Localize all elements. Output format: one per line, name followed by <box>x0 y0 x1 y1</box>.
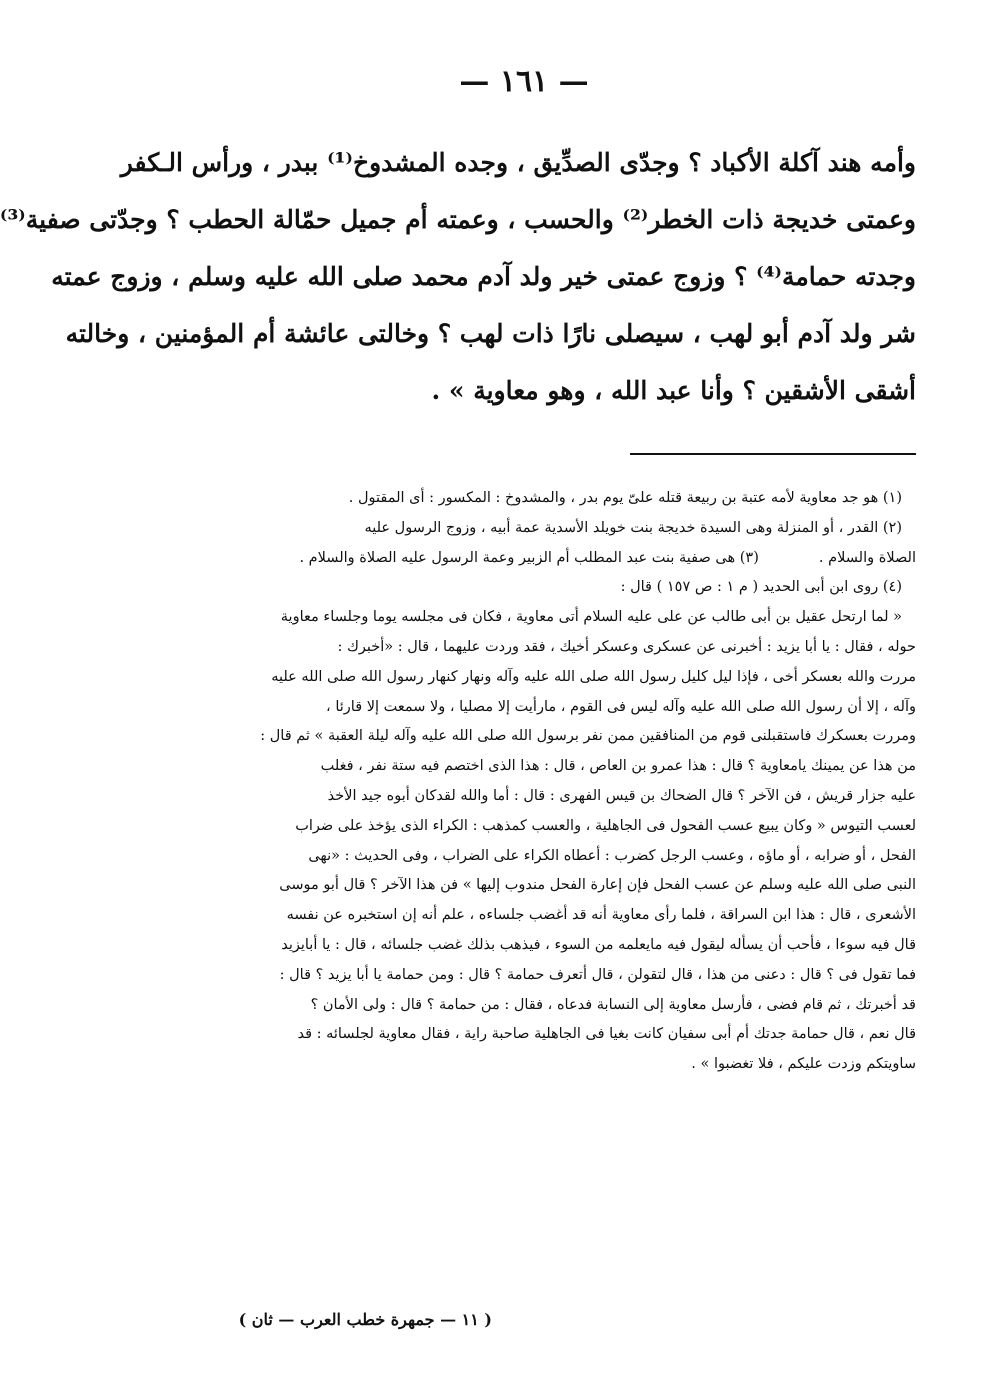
footnotes <box>130 484 916 1080</box>
main-text-line: شر ولد آدم أبو لهب ، سيصلى نارًا ذات لهب ؟ وخالتى عائشة أم المؤمنين ، وخالته <box>65 319 916 348</box>
footnote-4-text-line: ساويتكم وزدت عليكم ، فلا تغضبوا » . <box>691 1056 916 1073</box>
footnote-4-text-line: من هذا عن يمينك يامعاوية ؟ قال : هذا عمرو بن العاص ، قال : هذا الذى اختصم فيه ستة نفر ، فغلب <box>320 758 916 775</box>
main-text-line: وجدته حمامة⁽⁴⁾ ؟ وزوج عمتى خير ولد آدم محمد صلى الله عليه وسلم ، وزوج عمته <box>51 262 916 291</box>
footnote-2-3-line <box>130 544 916 574</box>
footnote-2-end: الصلاة والسلام . <box>818 549 916 566</box>
main-text-line: وعمتى خديجة ذات الخطر⁽²⁾ والحسب ، وعمته أم جميل حمّالة الحطب ؟ وجدّتى صفية⁽³⁾ <box>0 205 916 234</box>
footnote-4-text-line: قال نعم ، قال حمامة جدتك أم أبى سفيان كانت بغيا فى الجاهلية صاحبة راية ، فقال معاوية لجلسائه : قد <box>297 1026 916 1043</box>
footnote-4: (٤) روى ابن أبى الحديد ( م ١ : ص ١٥٧ ) قال : <box>620 579 902 596</box>
footnote-4-text-line: حوله ، فقال : يا أبا يزيد : أخبرنى عن عسكرى وعسكر أخيك ، فقد وردت عليهما ، قال : «أخبرك : <box>337 638 916 655</box>
footnote-4-text-line: الأشعرى ، قال : هذا ابن السراقة ، فلما رأى معاوية أنه قد أغضب جلساءه ، علم أنه إن استخبره عن نفسه <box>286 907 916 924</box>
footnote-4-text-line: النبى صلى الله عليه وسلم عن عسب الفحل فإن إعارة الفحل مندوب إليها » فن هذا الآخر ؟ قال أبو موسى <box>279 877 916 894</box>
footnote-separator <box>630 453 916 455</box>
footnote-4-text-line: « لما ارتحل عقيل بن أبى طالب عن على عليه السلام أتى معاوية ، فكان فى مجلسه يوما وجلساء معاوية <box>280 609 902 626</box>
footnote-4-text-line: مررت والله بعسكر أخى ، فإذا ليل كليل رسول الله صلى الله عليه وآله ونهار كنهار رسول الله صلى الله عليه <box>271 668 916 685</box>
footnote-3: (٣) هى صفية بنت عبد المطلب أم الزبير وعمة الرسول عليه الصلاة والسلام . <box>299 549 759 566</box>
footnote-4-text-line: وآله ، إلا أن رسول الله صلى الله عليه وآله ليس فى القوم ، مارأيت إلا مصليا ، ولا سمعت إلا قارئا ، <box>326 698 916 715</box>
footnote-4-text-line: قد أخبرتك ، ثم قام فضى ، فأرسل معاوية إلى النسابة فدعاه ، فقال : من حمامة ؟ قال : ولى الأمان ؟ <box>310 996 916 1013</box>
footnote-4-text-line: قال فيه سوءا ، فأحب أن يسأله ليقول فيه مايعلمه من السوء ، فيذهب بذلك غضب جلسائه ، قال : يا أبايزيد <box>281 936 916 953</box>
main-text-line: وأمه هند آكلة الأكباد ؟ وجدّى الصدِّيق ، وجده المشدوخ⁽¹⁾ ببدر ، ورأس الـكفر <box>120 148 916 177</box>
footnote-1: (١) هو جد معاوية لأمه عتبة بن ربيعة قتله علىّ يوم بدر ، والمشدوخ : المكسور : أى المقتول . <box>348 490 902 506</box>
footnote-4-text-line: ومررت بعسكرك فاستقبلنى قوم من المنافقين ممن نفر برسول الله صلى الله عليه وآله ليلة العقبة » ثم قال : <box>260 728 916 745</box>
footnote-2: (٢) القدر ، أو المنزلة وهى السيدة خديجة بنت خويلد الأسدية عمة أبيه ، وزوج الرسول عليه <box>364 519 902 536</box>
main-text-line: أشقى الأشقين ؟ وأنا عبد الله ، وهو معاوية » . <box>431 376 916 405</box>
page-footer: ( ١١ — جمهرة خطب العرب — ثان ) <box>238 1310 492 1329</box>
footnote-4-text-line: فما تقول فى ؟ قال : دعنى من هذا ، قال لتقولن ، قال أتعرف حمامة ؟ قال : ومن حمامة يا أبا يزيد ؟ قال : <box>279 966 916 983</box>
main-text <box>0 134 916 419</box>
footnote-4-text-line: لعسب التيوس « وكان يبيع عسب الفحول فى الجاهلية ، والعسب كمذهب : الكراء الذى يؤخذ على ضراب <box>295 817 916 834</box>
page-number: — ١٦١ — <box>459 64 589 99</box>
footnote-4-text-line: عليه جزار قريش ، فن الآخر ؟ قال الضحاك بن قيس الفهرى : قال : أما والله لقدكان أبوه جيد الأخذ <box>327 787 916 804</box>
footnote-4-text-line: الفحل ، أو ضرابه ، أو ماؤه ، وعسب الرجل كضرب : أعطاه الكراء على الضراب ، وفى الحديث : «نهى <box>308 847 916 864</box>
